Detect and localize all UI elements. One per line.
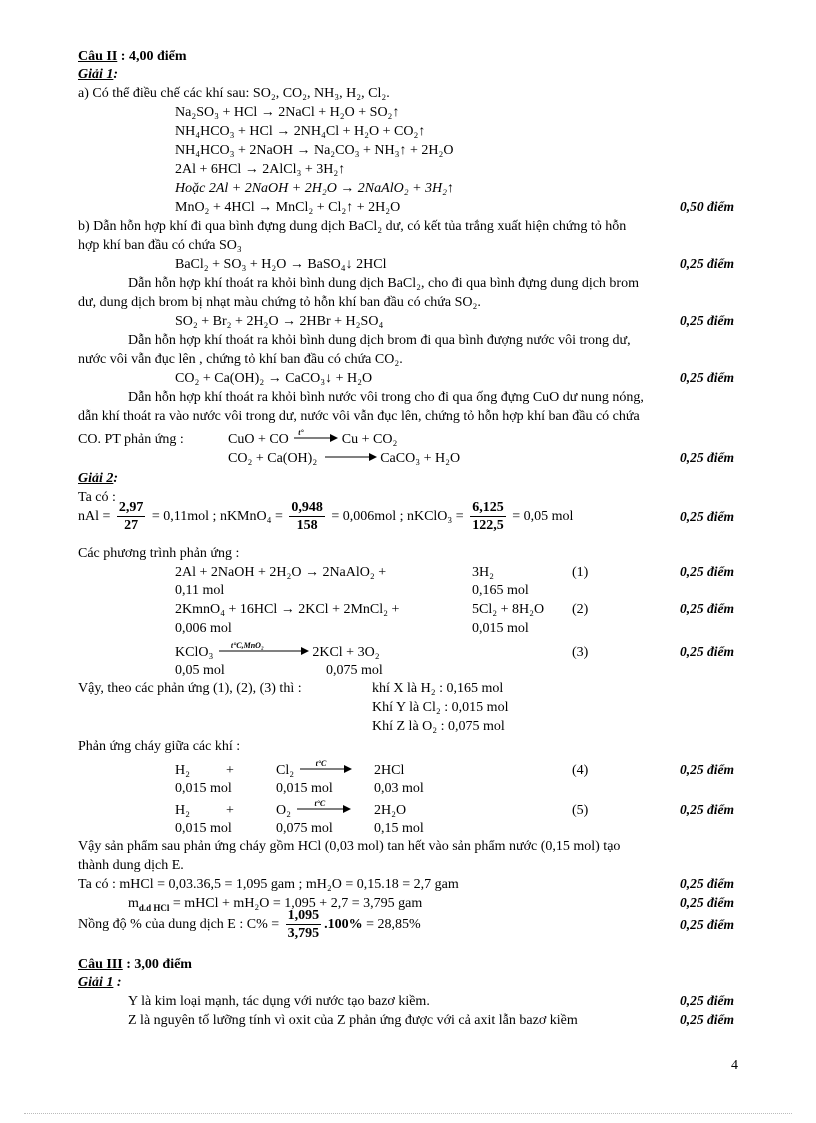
equation: NH₄HCO₃ + 2NaOH → Na₂CO₃ + NH₃↑ + 2H₂O — [175, 143, 454, 158]
paragraph-line: Z là nguyên tố lưỡng tính vì oxit của Z phản ứng được với cả axit lẫn bazơ kiềm — [128, 1013, 578, 1028]
denominator: 122,5 — [472, 518, 504, 534]
paragraph-line: thành dung dịch E. — [78, 858, 184, 873]
section-title: Câu II — [78, 49, 118, 64]
product: 2H₂O — [374, 803, 407, 818]
subheading-title: Giải 2 — [78, 471, 114, 486]
equation: Na₂SO₃ + HCl → 2NaCl + H₂O + SO₂↑ — [175, 105, 400, 120]
equation: BaCl₂ + SO₃ + H₂O → BaSO₄↓ 2HCl — [175, 257, 387, 272]
mass-symbol: m — [128, 896, 139, 911]
gas-result: khí X là H₂ : 0,165 mol — [372, 681, 504, 696]
plus-sign: + — [226, 763, 234, 778]
score-label: 0,25 điểm — [680, 509, 734, 524]
gas-result: Khí Y là Cl₂ : 0,015 mol — [372, 700, 509, 715]
reactants: CO₂ + Ca(OH)₂ — [228, 451, 318, 466]
score-label: 0,25 điểm — [680, 1012, 734, 1027]
mole-value: 0,015 mol — [175, 781, 232, 796]
equation: 2Al + 2NaOH + 2H₂O → 2NaAlO₂ + — [175, 565, 387, 580]
paragraph-line: Vậy sản phẩm sau phản ứng cháy gồm HCl (0,03 mol) tan hết vào sản phẩm nước (0,15 mol) tạo — [78, 839, 621, 854]
equation-product: 5Cl₂ + 8H₂O — [472, 602, 545, 617]
mole-calculation — [78, 498, 573, 536]
fraction — [286, 907, 322, 942]
equation: 2Al + 6HCl → 2AlCl₃ + 3H₂↑ — [175, 162, 346, 177]
denominator: 158 — [296, 518, 318, 534]
product: 2HCl — [374, 763, 405, 778]
catalyst-arrow — [217, 641, 309, 662]
products: Cu + CO₂ — [341, 432, 398, 447]
mole-value: 0,165 mol — [472, 583, 529, 598]
score-label: 0,25 điểm — [680, 895, 734, 910]
equation-product: 3H₂ — [472, 565, 494, 580]
fraction — [470, 499, 506, 534]
subheading-colon: : — [113, 975, 122, 990]
section-points: : 4,00 điểm — [117, 49, 187, 64]
mole-value: 0,075 mol — [326, 663, 383, 678]
mole-value: 0,03 mol — [374, 781, 424, 796]
section-heading — [78, 956, 192, 974]
subheading-colon: : — [113, 67, 119, 82]
equation-number: (4) — [572, 763, 589, 778]
arrow-condition: t°C,MnO₂ — [230, 641, 264, 650]
subheading-title: Giải 1 — [78, 67, 114, 82]
score-label: 0,25 điểm — [680, 256, 734, 271]
equation — [276, 799, 351, 820]
paragraph-line: dư, dung dịch brom bị nhạt màu chứng tỏ hỗn khí ban đầu có chứa SO₂. — [78, 295, 481, 310]
paragraph-line: Dẫn hỗn hợp khí thoát ra khỏi bình nước vôi trong cho đi qua ống đựng CuO dư nung nóng, — [128, 390, 644, 405]
paragraph-line: Phản ứng cháy giữa các khí : — [78, 739, 241, 754]
equation — [228, 450, 460, 468]
paragraph-line: Ta có : mHCl = 0,03.36,5 = 1,095 gam ; mH₂O = 0,15.18 = 2,7 gam — [78, 877, 459, 892]
calc-text: Nồng độ % của dung dịch E : C% = — [78, 917, 280, 932]
score-label: 0,25 điểm — [680, 564, 734, 579]
mass-subscript: d.d HCl — [138, 902, 170, 913]
numerator: 0,948 — [291, 500, 323, 516]
arrow-condition: t°C — [314, 799, 326, 808]
score-label: 0,25 điểm — [680, 450, 734, 465]
products: CaCO₃ + H₂O — [380, 451, 461, 466]
paragraph-line: Dẫn hỗn hợp khí thoát ra khỏi bình dung dịch brom đi qua bình đượng nước vôi trong dư, — [128, 333, 631, 348]
mole-value: 0,15 mol — [374, 821, 424, 836]
fraction — [117, 499, 146, 534]
subheading-title: Giải 1 — [78, 975, 114, 990]
mass-equation: = mHCl + mH₂O = 1,095 + 2,7 = 3,795 gam — [169, 896, 423, 911]
products: 2KCl + 3O₂ — [312, 645, 380, 660]
score-label: 0,25 điểm — [680, 762, 734, 777]
equation — [228, 428, 398, 449]
score-label: 0,25 điểm — [680, 644, 734, 659]
paragraph-line: a) Có thể điều chế các khí sau: SO₂, CO₂, NH₃, H₂, Cl₂. — [78, 86, 390, 101]
paragraph-line: Ta có : — [78, 490, 116, 505]
equation: NH₄HCO₃ + HCl → 2NH₄Cl + H₂O + CO₂↑ — [175, 124, 426, 139]
equation: MnO₂ + 4HCl → MnCl₂ + Cl₂↑ + 2H₂O — [175, 200, 401, 215]
mole-value: 0,006 mol — [175, 621, 232, 636]
subheading — [78, 470, 118, 488]
numerator: 6,125 — [472, 500, 504, 516]
equation: 2KmnO₄ + 16HCl → 2KCl + 2MnCl₂ + — [175, 602, 400, 617]
mole-value: 0,05 mol — [175, 663, 225, 678]
arrow-condition: t°C — [315, 759, 327, 768]
equation: SO₂ + Br₂ + 2H₂O → 2HBr + H₂SO₄ — [175, 314, 384, 329]
heat-arrow — [295, 799, 351, 820]
equation: CO₂ + Ca(OH)₂ → CaCO₃↓ + H₂O — [175, 371, 373, 386]
equation — [175, 641, 380, 662]
mole-value: 0,11 mol — [175, 583, 225, 598]
reactant: O₂ — [276, 803, 291, 818]
arrow — [321, 450, 377, 468]
fraction — [289, 499, 325, 534]
equation-number: (1) — [572, 565, 589, 580]
page-number: 4 — [731, 1058, 738, 1073]
score-label: 0,25 điểm — [680, 802, 734, 817]
mole-value: 0,015 mol — [276, 781, 333, 796]
equation-number: (3) — [572, 645, 589, 660]
calc-text: = 0,11mol ; nKMnO₄ = — [151, 509, 283, 524]
paragraph-line: nước vôi vẫn đục lên , chứng tỏ khí ban đầu có chứa CO₂. — [78, 352, 403, 367]
subheading-colon: : — [113, 471, 119, 486]
mole-value: 0,015 mol — [175, 821, 232, 836]
score-label: 0,25 điểm — [680, 993, 734, 1008]
score-label: 0,25 điểm — [680, 601, 734, 616]
section-title: Câu III — [78, 957, 123, 972]
paragraph-line: Y là kim loại mạnh, tác dụng với nước tạo bazơ kiềm. — [128, 994, 430, 1009]
reactants: KClO₃ — [175, 645, 214, 660]
numerator: 2,97 — [118, 500, 144, 516]
gas-result: Khí Z là O₂ : 0,075 mol — [372, 719, 505, 734]
reactant: H₂ — [175, 803, 190, 818]
mole-value: 0,015 mol — [472, 621, 529, 636]
denominator: 27 — [124, 518, 139, 534]
section-points: : 3,00 điểm — [122, 957, 192, 972]
paragraph-line: b) Dẫn hỗn hợp khí đi qua bình đựng dung dịch BaCl₂ dư, có kết tủa trắng xuất hiện chứng tỏ hỗn — [78, 219, 627, 234]
score-label: 0,25 điểm — [680, 917, 734, 932]
paragraph-line: hợp khí ban đầu có chứa SO₃ — [78, 238, 242, 253]
footer-divider — [24, 1113, 792, 1114]
arrow-condition: t° — [298, 428, 304, 437]
paragraph-line: Dẫn hỗn hợp khí thoát ra khỏi bình dung dịch BaCl₂, cho đi qua bình đựng dung dịch brom — [128, 276, 639, 291]
denominator: 3,795 — [287, 926, 320, 942]
calc-result: = 28,85% — [366, 917, 421, 932]
subheading — [78, 66, 118, 84]
heat-arrow — [298, 759, 352, 780]
plus-sign: + — [226, 803, 234, 818]
equation-number: (5) — [572, 803, 589, 818]
score-label: 0,25 điểm — [680, 876, 734, 891]
calc-text: = 0,006mol ; nKClO₃ = — [331, 509, 464, 524]
equation: Hoặc 2Al + 2NaOH + 2H₂O → 2NaAlO₂ + 3H₂↑ — [175, 181, 454, 196]
numerator: 1,095 — [287, 908, 320, 924]
section-heading — [78, 48, 187, 66]
reactants: CuO + CO — [228, 432, 289, 447]
calc-text: = 0,05 mol — [512, 509, 574, 524]
concentration-calculation — [78, 906, 421, 944]
paragraph-line: CO. PT phản ứng : — [78, 432, 184, 447]
score-label: 0,25 điểm — [680, 370, 734, 385]
score-label: 0,25 điểm — [680, 313, 734, 328]
calc-text: nAl = — [78, 509, 111, 524]
subheading — [78, 974, 122, 992]
equation — [276, 759, 352, 780]
reactant: H₂ — [175, 763, 190, 778]
score-label: 0,50 điểm — [680, 199, 734, 214]
paragraph-line: Các phương trình phản ứng : — [78, 546, 240, 561]
arrow-right-icon — [321, 452, 377, 462]
reactant: Cl₂ — [276, 763, 295, 778]
paragraph-line: Vậy, theo các phản ứng (1), (2), (3) thì : — [78, 681, 302, 696]
percent-factor: .100% — [324, 917, 363, 932]
paragraph-line: dẫn khí thoát ra vào nước vôi trong dư, nước vôi vẫn đục lên, chứng tỏ hỗn hợp khí ban đầu có chứa — [78, 409, 640, 424]
equation-number: (2) — [572, 602, 589, 617]
heat-arrow — [292, 428, 338, 449]
mole-value: 0,075 mol — [276, 821, 333, 836]
